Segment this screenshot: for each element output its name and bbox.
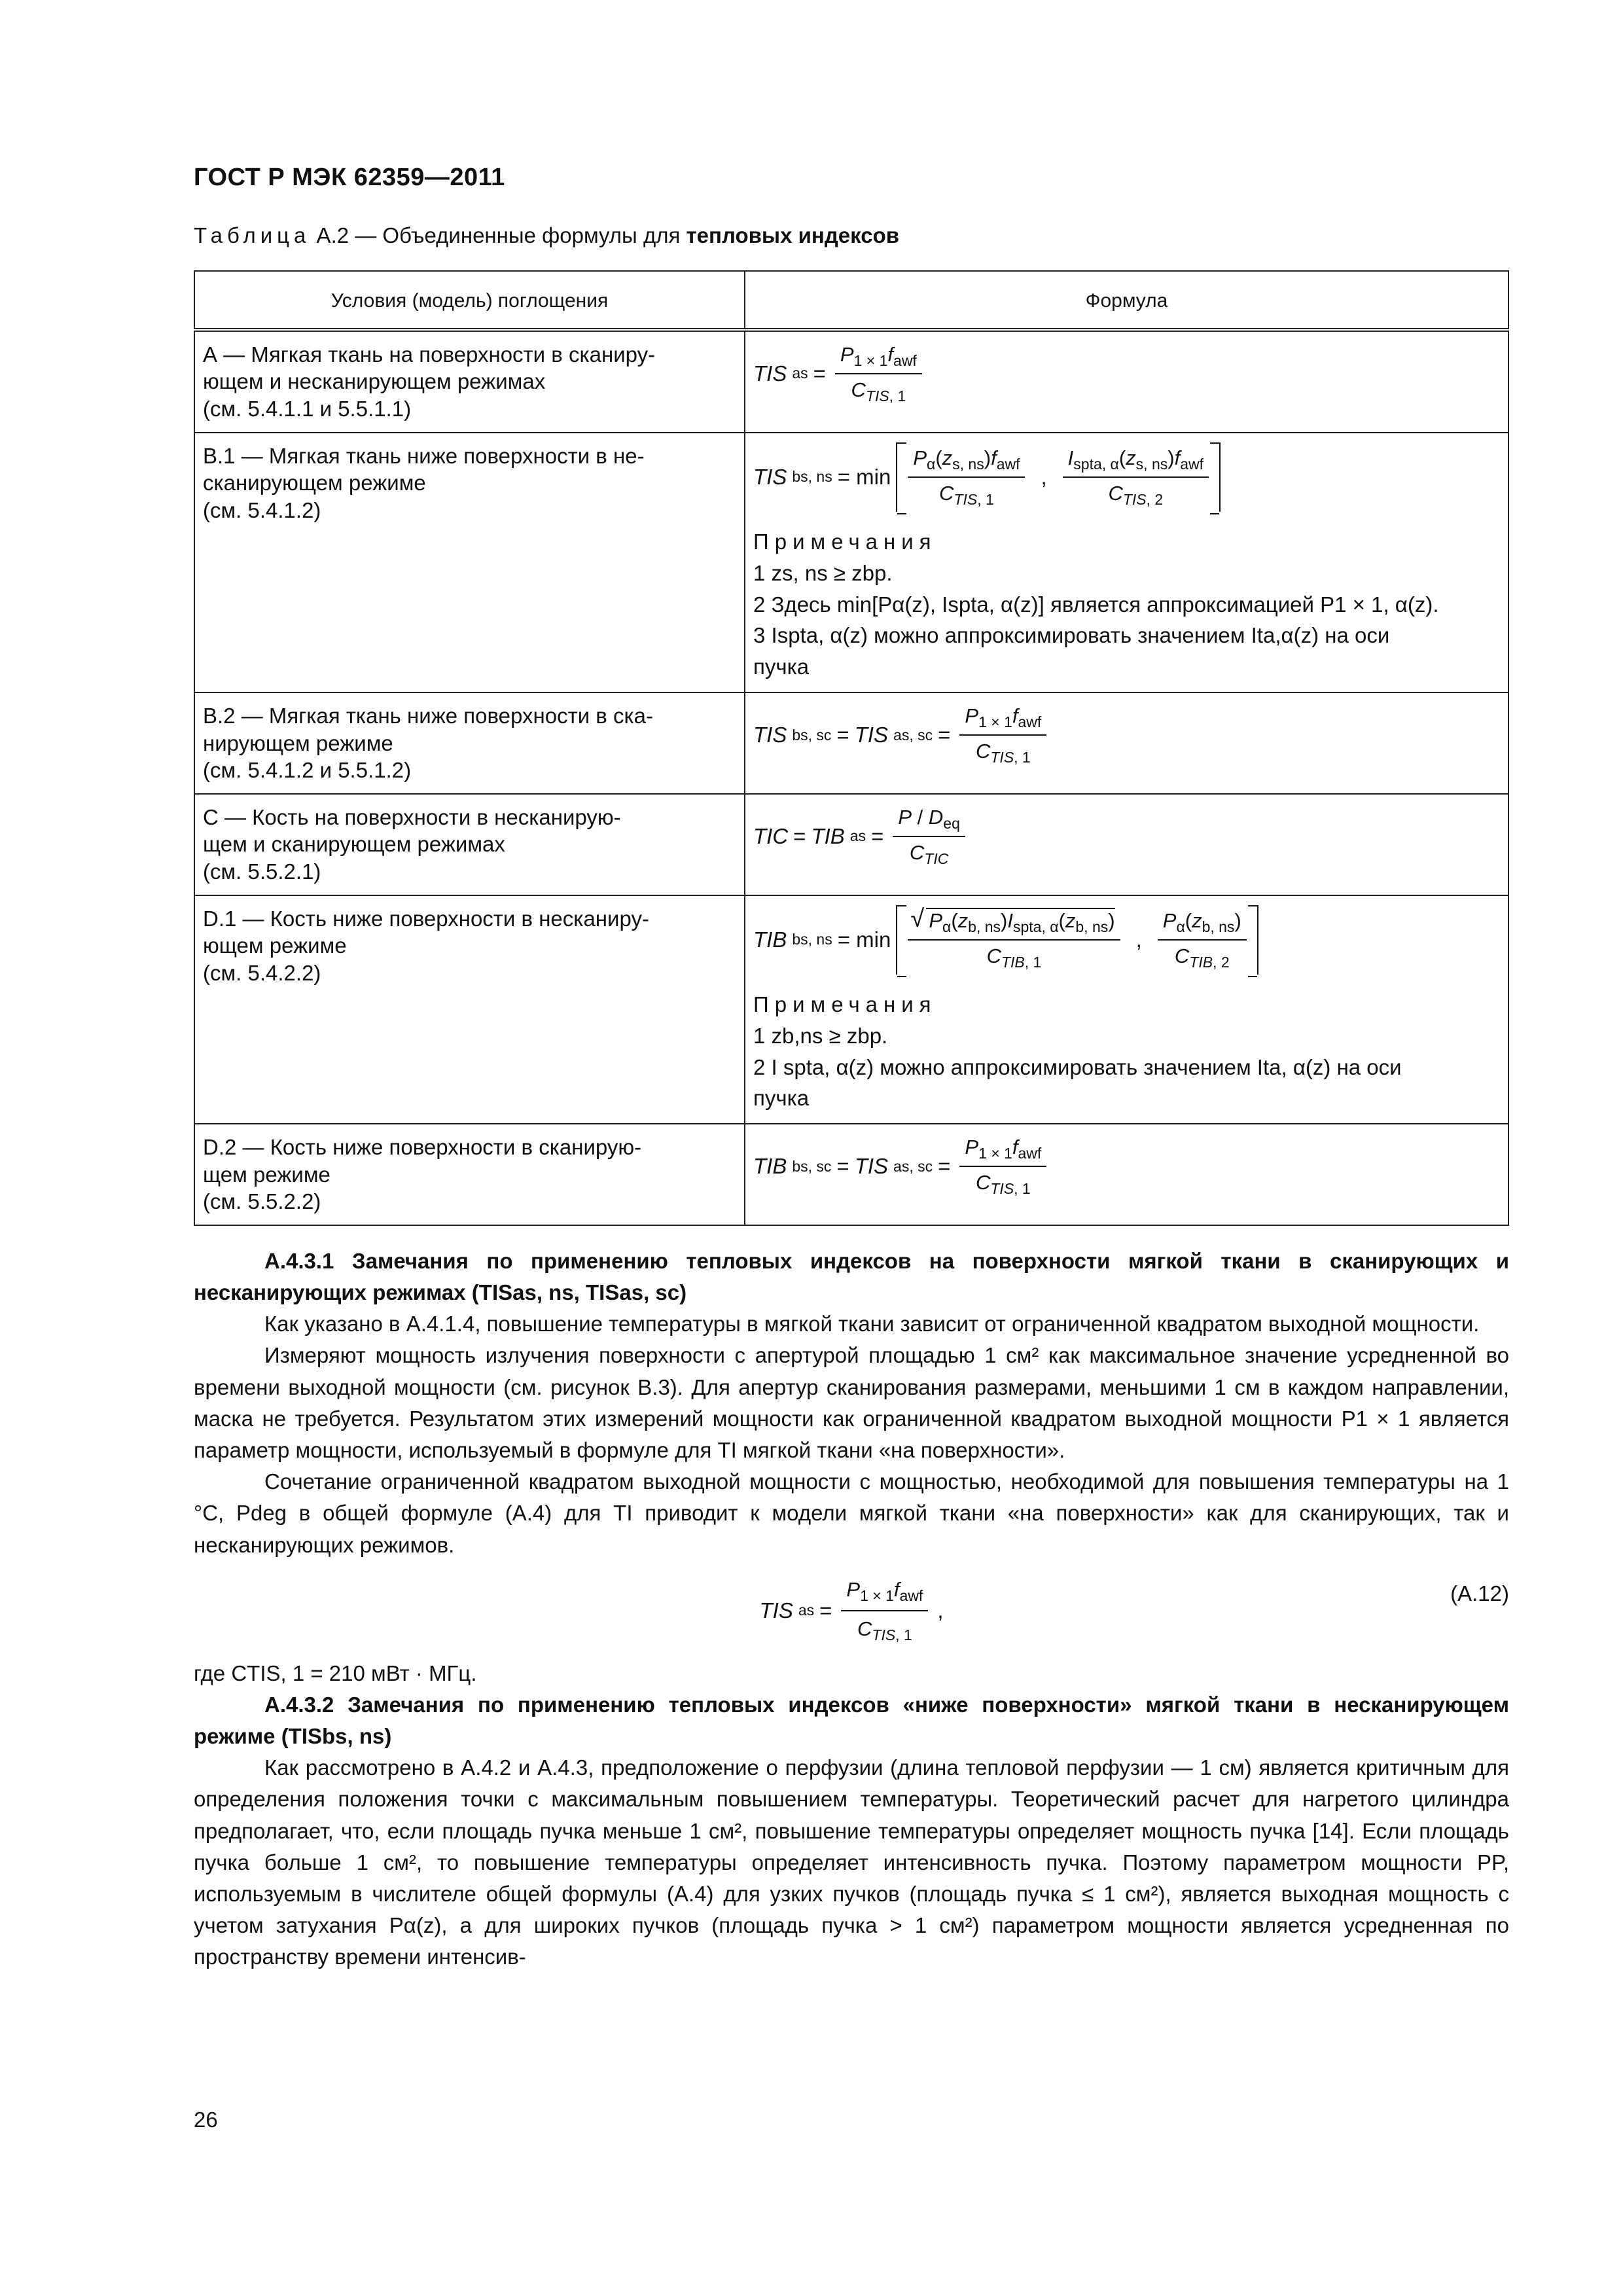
document-header: ГОСТ Р МЭК 62359—2011	[194, 164, 505, 191]
formula-cell	[745, 330, 1508, 433]
where-clause: где CTIS, 1 = 210 мВт · МГц.	[194, 1660, 477, 1685]
formulas-table	[194, 270, 1509, 1226]
equation-a12: TIS as = $\frac{P_{1 \times 1}f_{awf}}{C_{TIS, 1}}$ , (А.12)	[194, 1571, 1509, 1650]
paragraph: Как рассмотрено в А.4.2 и А.4.3, предположение о перфузии (длина тепловой перфузии — 1 см) является критичным для определения положения точки с максимальным повышением температуры. Теоретический расчет для нагретого цилиндра предполагает, что, если площадь пучка меньше 1 см², повышение температуры определяет мощность пучка [14]. Если площадь пучка больше 1 см², то повышение температуры определяет интенсивность пучка. Поэтому параметром мощности PP, используемым в числителе общей формулы (А.4) для узких пучков (площадь пучка ≤ 1 см²), является выходная мощность с учетом затухания Pα(z), а для широких пучков (площадь пучка > 1 см²) параметром мощности является усредненная по пространству времени интенсив-	[194, 1755, 1509, 1969]
section-heading-a431: А.4.3.1 Замечания по применению тепловых индексов на поверхности мягкой ткани в сканирующих и несканирующих режимах (TISas, ns, TISas, sc)	[194, 1248, 1509, 1305]
formula-cell	[745, 692, 1508, 794]
condition-cell: С — Кость на поверхности в несканирую- щем и сканирующем режимах (см. 5.5.2.1)	[194, 794, 745, 895]
header-conditions: Условия (модель) поглощения	[194, 271, 745, 330]
notes-b1: Примечания 1 zs, ns ≥ zbp. 2 Здесь min[Pα(z), Ispta, α(z)] является аппроксимацией P1 × 1, α(z). 3 Ispta, α(z) можно аппроксимировать значением Ita,α(z) на оси пучка	[753, 529, 1439, 679]
notes-d1: Примечания 1 zb,ns ≥ zbp. 2 I spta, α(z) можно аппроксимировать значением Ita, α(z) на оси пучка	[753, 992, 1402, 1111]
body-text	[194, 1246, 1509, 1973]
table-row	[194, 895, 1508, 1124]
formula-tis-bs-sc: TIS bs, sc = TIS as, sc = $\frac{P_{1 \times 1}f_{awf}}{C_{TIS, 1}}$	[753, 702, 1500, 768]
caption-number: А.2 — Объединенные формулы для	[310, 223, 687, 247]
table-row	[194, 433, 1508, 693]
formula-tib-bs-ns: TIB bs, ns = min √ $\frac{P_\alpha(z_{b, ns})I_{spta, \alpha}(z_{b, ns})}{C_{TIB, 1}}$ , $\frac{P_\alpha(z_{b, ns})}{C_{TIB, 2}}$	[753, 905, 1500, 975]
table-row	[194, 1124, 1508, 1225]
caption-prefix: Таблица	[194, 223, 311, 247]
formula-tib-bs-sc: TIB bs, sc = TIS as, sc = $\frac{P_{1 \times 1}f_{awf}}{C_{TIS, 1}}$	[753, 1134, 1500, 1199]
table-row	[194, 692, 1508, 794]
caption-bold: тепловых индексов	[686, 223, 900, 247]
condition-cell: В.2 — Мягкая ткань ниже поверхности в ска- нирующем режиме (см. 5.4.1.2 и 5.5.1.2)	[194, 692, 745, 794]
paragraph: Как указано в А.4.1.4, повышение температуры в мягкой ткани зависит от ограниченной квадратом выходной мощности.	[264, 1312, 1480, 1336]
condition-cell: А — Мягкая ткань на поверхности в сканиру- ющем и несканирующем режимах (см. 5.4.1.1 и 5.5.1.1)	[194, 330, 745, 433]
paragraph: Сочетание ограниченной квадратом выходной мощности с мощностью, необходимой для повышения температуры на 1 °С, Pdeg в общей формуле (А.4) для TI приводит к модели мягкой ткани «на поверхности» как для сканирующих, так и несканирующих режимов.	[194, 1469, 1509, 1557]
formula-cell	[745, 1124, 1508, 1225]
formula-tis-as: TIS as = $\frac{P_{1 \times 1}f_{awf}}{C_{TIS, 1}}$	[753, 341, 1500, 406]
formula-tis-bs-ns: TIS bs, ns = min $\frac{P_\alpha(z_{s, ns})f_{awf}}{C_{TIS, 1}}$ , $\frac{I_{spta, \alpha}(z_{s, ns})f_{awf}}{C_{TIS, 2}}$	[753, 442, 1500, 512]
table-row	[194, 794, 1508, 895]
table-row	[194, 330, 1508, 433]
formula-tic: TIC = TIB as = $\frac{P / D_{eq}}{C_{TIC}}$	[753, 804, 1500, 869]
equation-number: (А.12)	[1450, 1581, 1509, 1605]
page-number: 26	[194, 2108, 218, 2132]
condition-cell: D.1 — Кость ниже поверхности в несканиру- ющем режиме (см. 5.4.2.2)	[194, 895, 745, 1124]
paragraph: Измеряют мощность излучения поверхности с апертурой площадью 1 см² как максимальное значение усредненной во времени выходной мощности (см. рисунок В.3). Для апертур сканирования размерами, меньшими 1 см в каждом направлении, маска не требуется. Результатом этих измерений мощности как ограниченной квадратом выходной мощности P1 × 1 является параметр мощности, используемый в формуле для TI мягкой ткани «на поверхности».	[194, 1343, 1509, 1462]
condition-cell: В.1 — Мягкая ткань ниже поверхности в не- сканирующем режиме (см. 5.4.1.2)	[194, 433, 745, 693]
formula-cell	[745, 895, 1508, 1124]
section-heading-a432: А.4.3.2 Замечания по применению тепловых индексов «ниже поверхности» мягкой ткани в несканирующем режиме (TISbs, ns)	[194, 1692, 1509, 1749]
header-formula: Формула	[745, 271, 1508, 330]
page-content	[194, 164, 1509, 1973]
condition-cell: D.2 — Кость ниже поверхности в сканирую- щем режиме (см. 5.5.2.2)	[194, 1124, 745, 1225]
table-caption	[194, 223, 1509, 248]
formula-cell	[745, 433, 1508, 693]
formula-cell	[745, 794, 1508, 895]
